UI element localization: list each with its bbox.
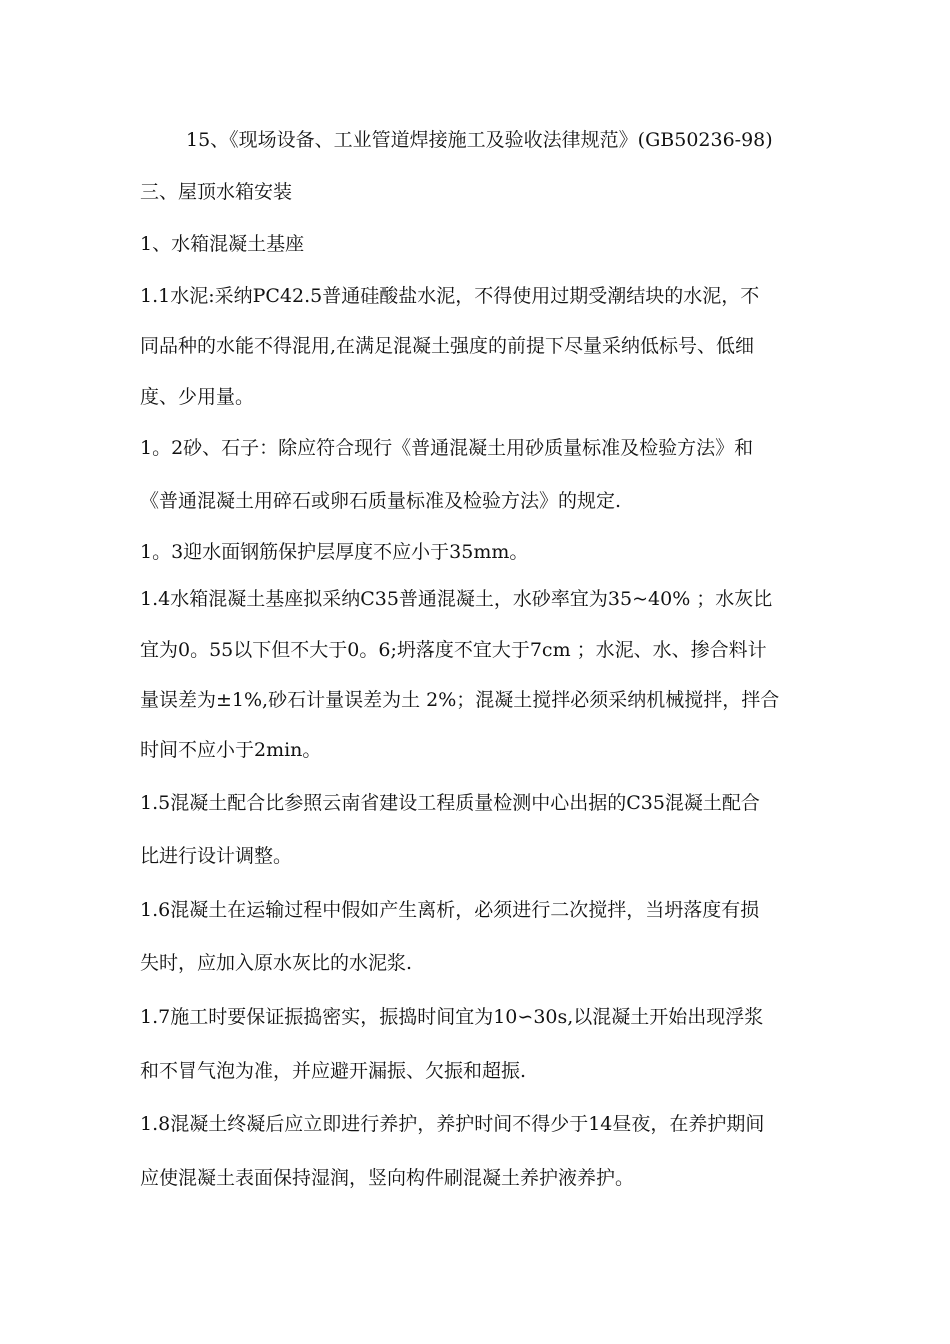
paragraph-line: 度、少用量。 bbox=[140, 386, 255, 408]
standard-item-15: 15、《现场设备、工业管道焊接施工及验收法律规范》(GB50236-98) bbox=[186, 129, 773, 151]
paragraph-line: 《普通混凝土用碎石或卵石质量标准及检验方法》的规定. bbox=[140, 490, 622, 512]
paragraph-line: 时间不应小于2min。 bbox=[140, 739, 322, 761]
paragraph-line: 1.7施工时要保证振捣密实，振捣时间宜为10∽30s,以混凝土开始出现浮浆 bbox=[140, 1006, 764, 1028]
paragraph-line: 和不冒气泡为准，并应避开漏振、欠振和超振. bbox=[140, 1060, 527, 1082]
paragraph-line: 1。2砂、石子：除应符合现行《普通混凝土用砂质量标准及检验方法》和 bbox=[140, 437, 754, 459]
paragraph-line: 1.5混凝土配合比参照云南省建设工程质量检测中心出据的C35混凝土配合 bbox=[140, 792, 760, 814]
paragraph-line: 比进行设计调整。 bbox=[140, 845, 293, 867]
paragraph-line: 1。3迎水面钢筋保护层厚度不应小于35mm。 bbox=[140, 541, 529, 563]
paragraph-line: 1.6混凝土在运输过程中假如产生离析，必须进行二次搅拌，当坍落度有损 bbox=[140, 899, 760, 921]
paragraph-line: 1.1水泥:采纳PC42.5普通硅酸盐水泥，不得使用过期受潮结块的水泥，不 bbox=[140, 285, 760, 307]
section-heading: 三、屋顶水箱安装 bbox=[140, 181, 293, 203]
subsection-heading: 1、水箱混凝土基座 bbox=[140, 233, 305, 255]
paragraph-line: 1.4水箱混凝土基座拟采纳C35普通混凝土，水砂率宜为35~40% ；水灰比 bbox=[140, 588, 773, 610]
paragraph-line: 失时，应加入原水灰比的水泥浆. bbox=[140, 952, 413, 974]
paragraph-line: 1.8混凝土终凝后应立即进行养护，养护时间不得少于14昼夜，在养护期间 bbox=[140, 1113, 765, 1135]
paragraph-line: 量误差为±1%,砂石计量误差为土 2%；混凝土搅拌必须采纳机械搅拌，拌合 bbox=[140, 689, 780, 711]
paragraph-line: 同品种的水能不得混用,在满足混凝土强度的前提下尽量采纳低标号、低细 bbox=[140, 335, 755, 357]
paragraph-line: 宜为0。55以下但不大于0。6;坍落度不宜大于7cm ；水泥、水、掺合料计 bbox=[140, 639, 767, 661]
paragraph-line: 应使混凝土表面保持湿润，竖向构件刷混凝土养护液养护。 bbox=[140, 1167, 635, 1189]
